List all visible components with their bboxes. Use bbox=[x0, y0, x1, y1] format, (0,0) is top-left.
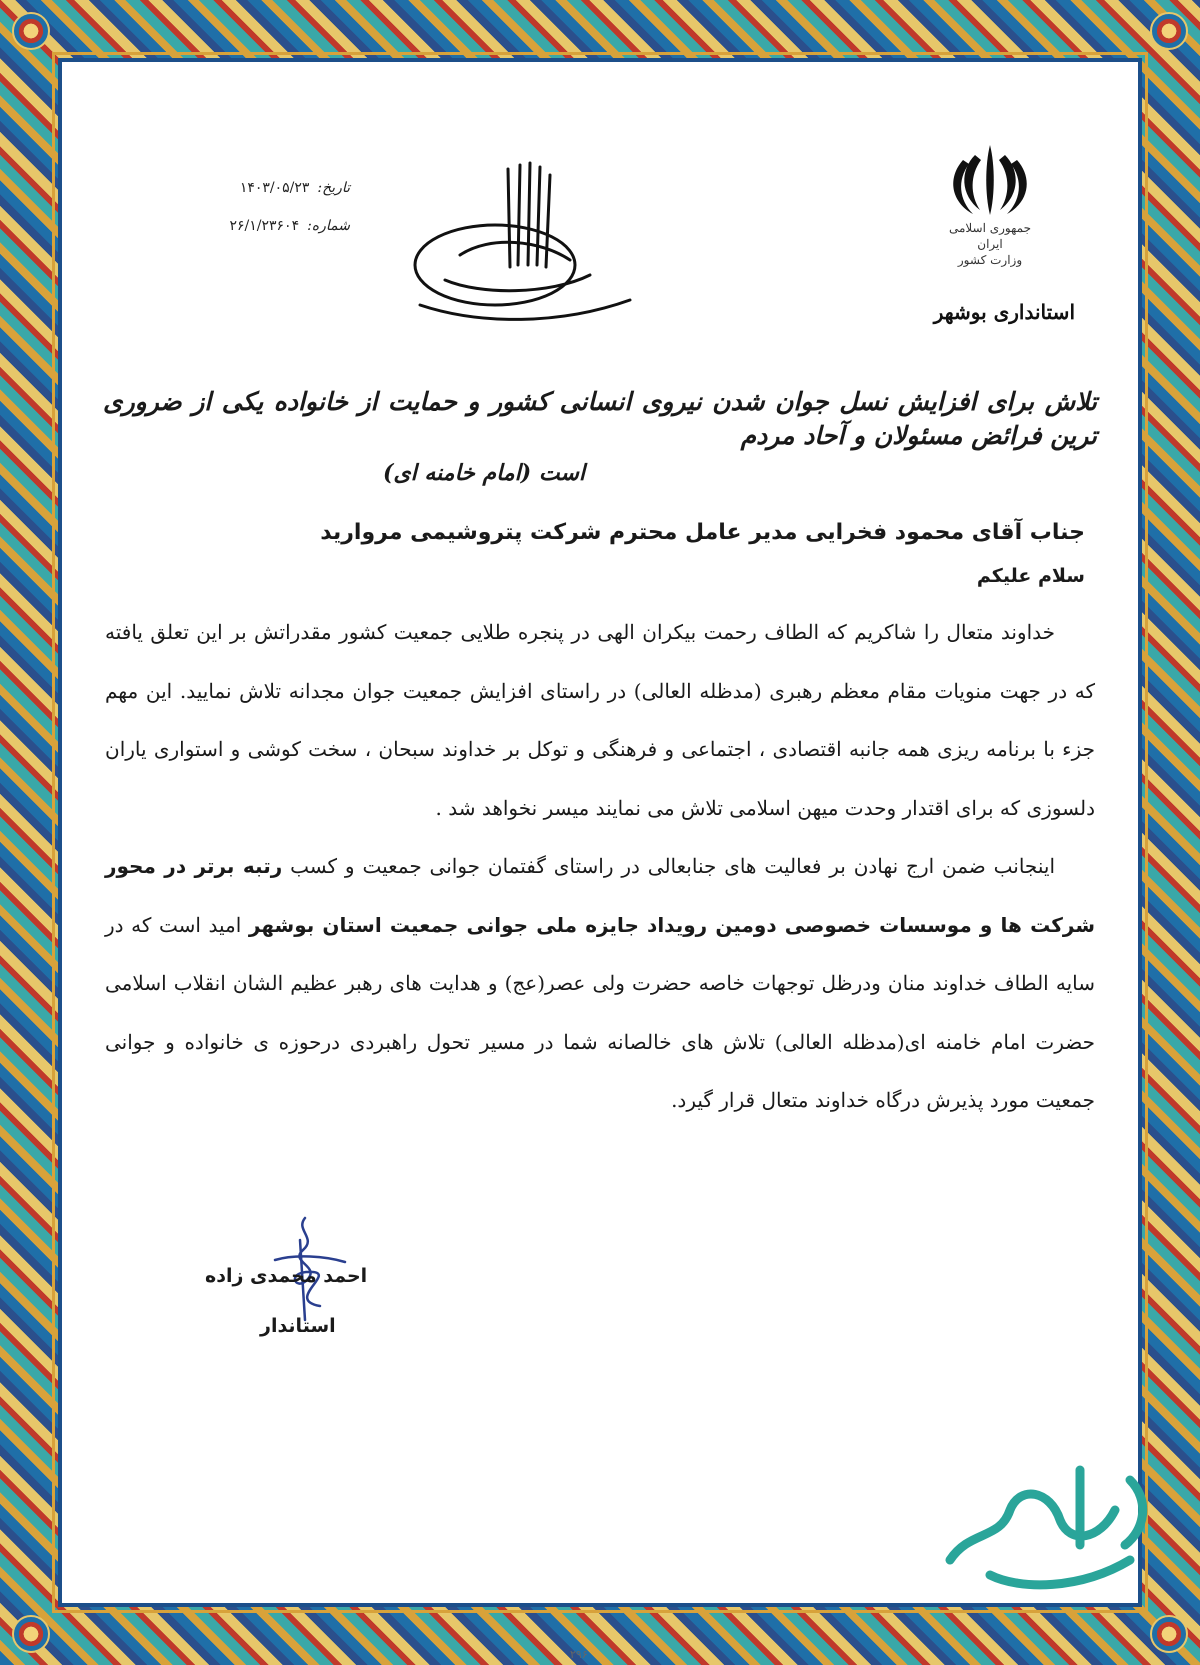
number-value: ۲۶/۱/۲۳۶۰۴ bbox=[229, 218, 300, 234]
leader-quote: تلاش برای افزایش نسل جوان شدن نیروی انسانی کشور و حمایت از خانواده یکی از ضروری ترین فرائض مسئولان و آحاد مردم bbox=[103, 387, 1097, 450]
emblem-ministry: وزارت کشور bbox=[957, 253, 1023, 267]
emblem-icon bbox=[945, 140, 1035, 220]
date-row bbox=[140, 180, 350, 196]
date-value: ۱۴۰۳/۰۵/۲۳ bbox=[239, 180, 310, 196]
letter-meta bbox=[140, 180, 350, 256]
recipient-salutation: جناب آقای محمود فخرایی مدیر عامل محترم شرکت پتروشیمی مروارید bbox=[320, 520, 1085, 545]
letter-body bbox=[105, 603, 1095, 1130]
signer-name: احمد محمدی زاده bbox=[205, 1265, 368, 1287]
letter-page bbox=[95, 95, 1105, 1570]
body-paragraph-2 bbox=[105, 837, 1095, 1130]
number-row bbox=[140, 218, 350, 234]
body-paragraph-2-end: امید است که در سایه الطاف خداوند منان ودرظل توجهات خاصه حضرت ولی عصر(عج) و هدایت های رهبر عظیم الشان انقلاب اسلامی حضرت امام خامنه ای(مدظله العالی) تلاش های خالصانه شما در مسیر تحول راهبردی درحوزه ی خانواده و جوانی جمعیت مورد پذیرش درگاه خداوند متعال قرار گیرد. bbox=[105, 912, 1095, 1112]
corner-medallion-bottom-right bbox=[1150, 1615, 1188, 1653]
corner-medallion-top-right bbox=[1150, 12, 1188, 50]
emblem-country: جمهوری اسلامی ایران bbox=[948, 221, 1032, 251]
basmala-calligraphy-icon bbox=[400, 155, 640, 335]
iran-emblem bbox=[935, 140, 1045, 268]
greeting: سلام علیکم bbox=[976, 565, 1085, 587]
office-name: استانداری بوشهر bbox=[933, 300, 1075, 324]
body-paragraph-2-start: اینجانب ضمن ارج نهادن بر فعالیت های جنابعالی در راستای گفتمان جوانی جمعیت و کسب bbox=[290, 854, 1055, 878]
corner-medallion-top-left bbox=[12, 12, 50, 50]
body-paragraph-1: خداوند متعال را شاکریم که الطاف رحمت بیکران الهی در پنجره طلایی جمعیت کشور مقدراتش بر این تعلق یافته که در جهت منویات مقام معظم رهبری (مدظله العالی) در راستای افزایش جمعیت جوان مجدانه تلاش نمایید. این مهم جزء با برنامه ریزی همه جانبه اقتصادی ، اجتماعی و فرهنگی و توکل بر خداوند سبحان ، سخت کوشی و استواری یاران دلسوزی که برای اقتدار وحدت میهن اسلامی تلاش می نمایند میسر نخواهد شد . bbox=[105, 620, 1095, 820]
site-watermark-logo-icon bbox=[930, 1450, 1170, 1600]
signer-title: استاندار bbox=[260, 1315, 336, 1337]
corner-medallion-bottom-left bbox=[12, 1615, 50, 1653]
date-label: تاریخ: bbox=[317, 180, 350, 196]
leader-quote-ending: است (امام خامنه ای) bbox=[382, 460, 585, 486]
number-label: شماره: bbox=[307, 218, 350, 234]
footer-note: ۲۹۶ bbox=[570, 1648, 588, 1661]
body-paragraph-2-bold: رتبه برتر در محور شرکت ها و موسسات خصوصی دومین رویداد جایزه ملی جوانی جمعیت استان بوشهر bbox=[105, 854, 1095, 937]
